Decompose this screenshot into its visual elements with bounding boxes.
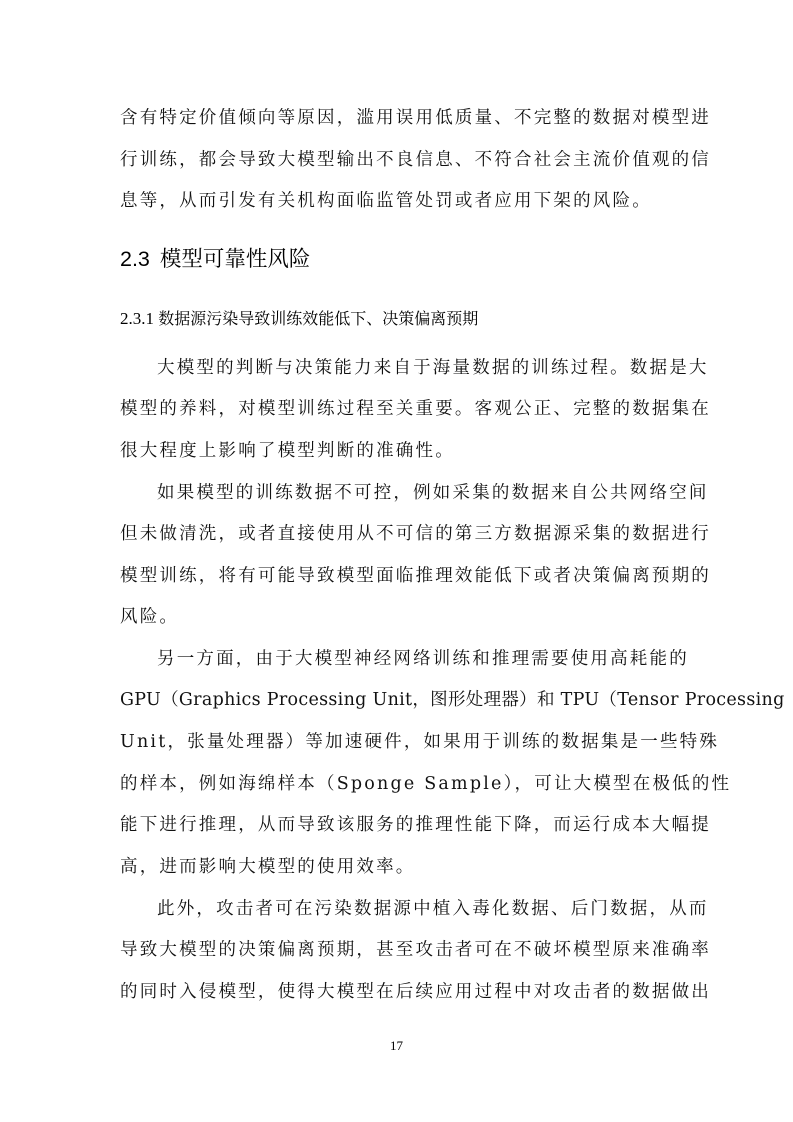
section-heading <box>120 244 310 274</box>
paragraph-line: 高，进而影响大模型的使用效率。 <box>120 857 416 877</box>
paragraph-line: 行训练，都会导致大模型输出不良信息、不符合社会主流价值观的信 <box>120 150 711 170</box>
paragraph-line: Unit，张量处理器）等加速硬件，如果用于训练的数据集是一些特殊 <box>120 732 720 752</box>
paragraph-line: 的同时入侵模型，使得大模型在后续应用过程中对攻击者的数据做出 <box>120 982 711 1002</box>
paragraph-line: 风险。 <box>120 607 180 627</box>
paragraph-line: 导致大模型的决策偏离预期，甚至攻击者可在不破坏模型原来准确率 <box>120 940 711 960</box>
paragraph-line: 息等，从而引发有关机构面临监管处罚或者应用下架的风险。 <box>120 191 652 211</box>
paragraph-line: 但未做清洗，或者直接使用从不可信的第三方数据源采集的数据进行 <box>120 524 711 544</box>
subsection-number: 2.3.1 <box>120 309 154 328</box>
page-number: 17 <box>390 1038 403 1053</box>
paragraph-line: 的样本，例如海绵样本（Sponge Sample），可让大模型在极低的性 <box>120 774 732 794</box>
paragraph-line: 能下进行推理，从而导致该服务的推理性能下降，而运行成本大幅提 <box>120 815 711 835</box>
paragraph-line: 含有特定价值倾向等原因，滥用误用低质量、不完整的数据对模型进 <box>120 108 711 128</box>
paragraph-line: 如果模型的训练数据不可控，例如采集的数据来自公共网络空间 <box>157 483 709 503</box>
subsection-title: 数据源污染导致训练效能低下、决策偏离预期 <box>158 309 479 328</box>
section-number: 2.3 <box>120 247 150 271</box>
paragraph-line: 另一方面，由于大模型神经网络训练和推理需要使用高耗能的 <box>157 649 689 669</box>
paragraph-line: 大模型的判断与决策能力来自于海量数据的训练过程。数据是大 <box>157 358 709 378</box>
paragraph-line: 模型训练，将有可能导致模型面临推理效能低下或者决策偏离预期的 <box>120 566 711 586</box>
section-title: 模型可靠性风险 <box>159 247 311 271</box>
paragraph-line: 很大程度上影响了模型判断的准确性。 <box>120 441 455 461</box>
subsection-heading <box>120 305 478 333</box>
paragraph-line: GPU（Graphics Processing Unit，图形处理器）和 TPU（Tensor Processing <box>120 690 785 710</box>
paragraph-line: 模型的养料，对模型训练过程至关重要。客观公正、完整的数据集在 <box>120 399 711 419</box>
paragraph-line: 此外，攻击者可在污染数据源中植入毒化数据、后门数据，从而 <box>157 899 709 919</box>
